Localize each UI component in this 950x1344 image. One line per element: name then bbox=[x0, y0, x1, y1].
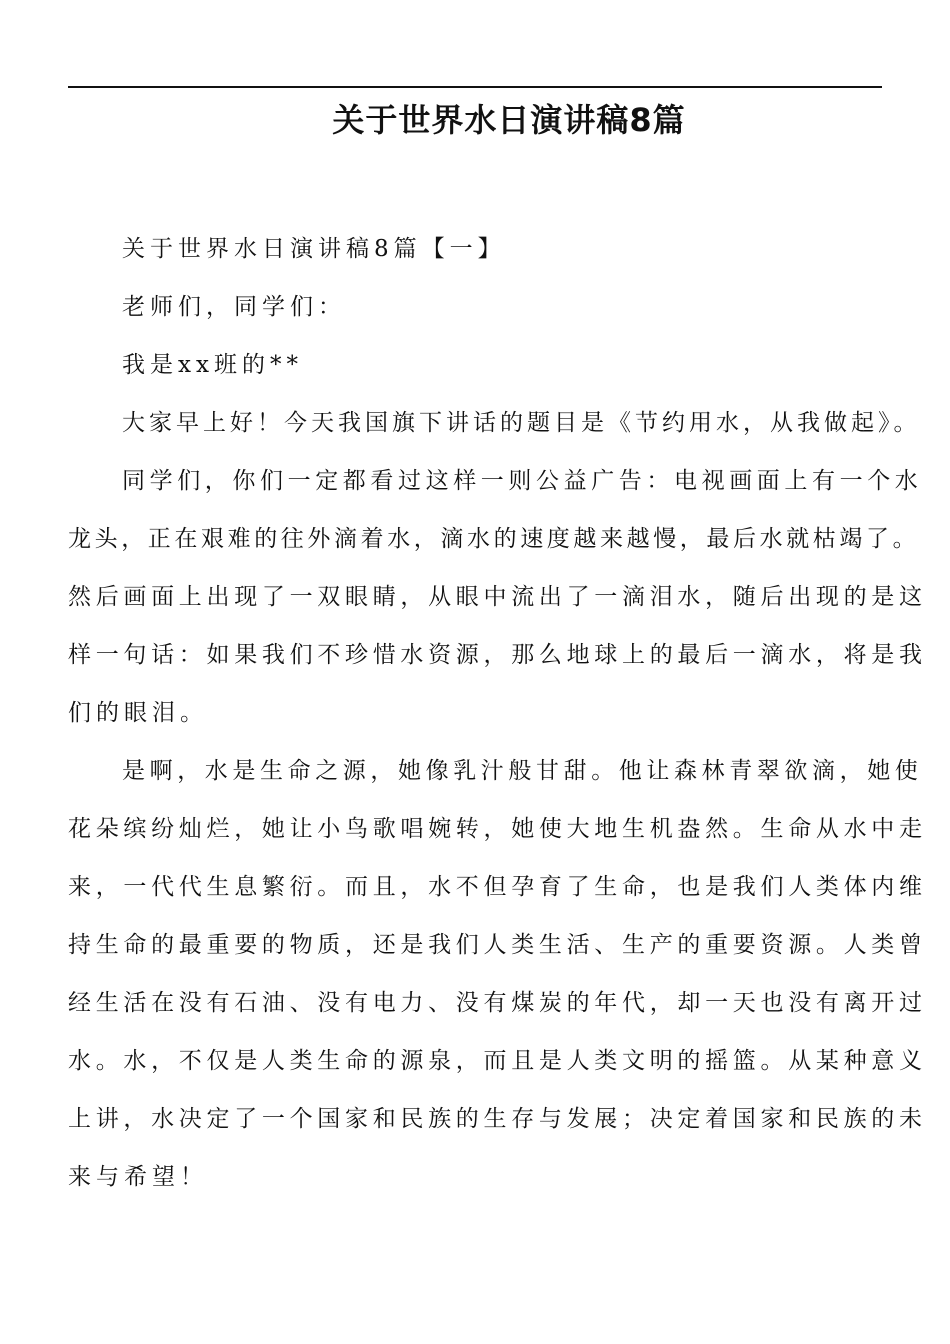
paragraph1-line: 们的眼泪。 bbox=[68, 700, 208, 726]
paragraph2-line: 来与希望！ bbox=[68, 1164, 208, 1190]
paragraph2-line: 水。水，不仅是人类生命的源泉，而且是人类文明的摇篮。从某种意义 bbox=[68, 1048, 927, 1074]
paragraph1-line: 同学们，你们一定都看过这样一则公益广告：电视画面上有一个水 bbox=[122, 468, 923, 494]
paragraph2-line: 上讲，水决定了一个国家和民族的生存与发展；决定着国家和民族的未 bbox=[68, 1106, 927, 1132]
paragraph2-line: 持生命的最重要的物质，还是我们人类生活、生产的重要资源。人类曾 bbox=[68, 932, 927, 958]
paragraph1-line: 龙头，正在艰难的往外滴着水，滴水的速度越来越慢，最后水就枯竭了。 bbox=[68, 526, 920, 552]
header-rule bbox=[68, 86, 882, 88]
paragraph2-line: 花朵缤纷灿烂，她让小鸟歌唱婉转，她使大地生机盎然。生命从水中走 bbox=[68, 816, 927, 842]
paragraph1-line: 然后画面上出现了一双眼睛，从眼中流出了一滴泪水，随后出现的是这 bbox=[68, 584, 927, 610]
paragraph2-line: 经生活在没有石油、没有电力、没有煤炭的年代，却一天也没有离开过 bbox=[68, 990, 927, 1016]
salutation: 老师们，同学们： bbox=[122, 294, 346, 320]
paragraph2-line: 是啊，水是生命之源，她像乳汁般甘甜。他让森林青翠欲滴，她使 bbox=[122, 758, 923, 784]
greeting-line: 大家早上好！今天我国旗下讲话的题目是《节约用水，从我做起》。 bbox=[122, 410, 921, 436]
paragraph2-line: 来，一代代生息繁衍。而且，水不但孕育了生命，也是我们人类体内维 bbox=[68, 874, 927, 900]
paragraph1-line: 样一句话：如果我们不珍惜水资源，那么地球上的最后一滴水，将是我 bbox=[68, 642, 927, 668]
speaker-intro: 我是xx班的** bbox=[122, 352, 303, 378]
section-heading: 关于世界水日演讲稿8篇【一】 bbox=[122, 236, 506, 262]
document-title: 关于世界水日演讲稿8篇 bbox=[332, 101, 686, 139]
